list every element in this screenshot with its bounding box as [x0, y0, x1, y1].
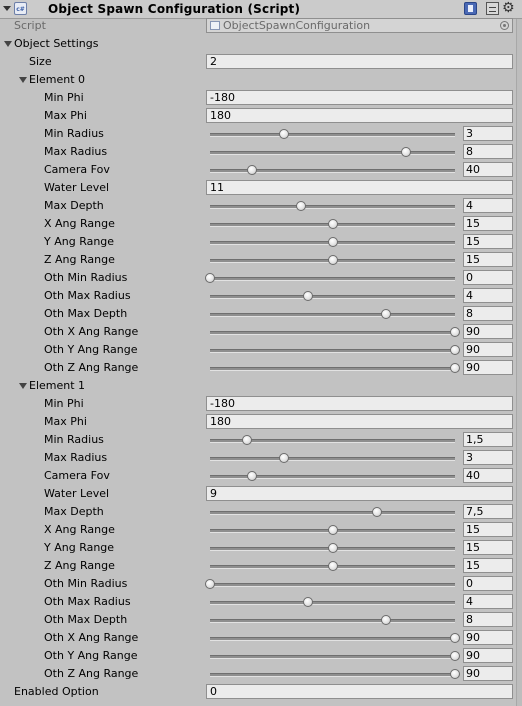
field-label: Oth Max Depth: [44, 613, 128, 626]
oth-min-radius-slider-track[interactable]: [210, 277, 455, 281]
row-oth-min-radius: [0, 269, 522, 287]
oth-max-depth-slider-thumb[interactable]: [381, 309, 391, 319]
field-label: X Ang Range: [44, 523, 115, 536]
row-y-ang-range: [0, 539, 522, 557]
row-min-phi: [0, 395, 522, 413]
row-oth-z-ang-range: [0, 359, 522, 377]
max-depth-value-input[interactable]: 4: [463, 198, 513, 213]
size-input[interactable]: 2: [206, 54, 513, 69]
field-label: X Ang Range: [44, 217, 115, 230]
component-title: Object Spawn Configuration (Script): [48, 2, 301, 16]
collapse-arrow-icon[interactable]: [2, 3, 12, 13]
field-label: Z Ang Range: [44, 253, 115, 266]
field-label: Camera Fov: [44, 163, 110, 176]
oth-x-ang-range-slider-thumb[interactable]: [450, 327, 460, 337]
row-x-ang-range: [0, 215, 522, 233]
field-label: Y Ang Range: [44, 541, 115, 554]
field-label: Oth Min Radius: [44, 271, 128, 284]
script-file-icon: [210, 21, 220, 30]
field-label: Oth Max Radius: [44, 595, 131, 608]
oth-max-radius-slider-track[interactable]: [210, 295, 455, 299]
field-label[interactable]: Object Settings: [14, 37, 99, 50]
row-z-ang-range: [0, 557, 522, 575]
field-label: Water Level: [44, 487, 110, 500]
field-label: Size: [29, 55, 52, 68]
min-radius-value-input[interactable]: 3: [463, 126, 513, 141]
oth-max-depth-slider-track[interactable]: [210, 619, 455, 623]
row-max-radius: [0, 449, 522, 467]
max-radius-slider-thumb[interactable]: [279, 453, 289, 463]
row-oth-max-depth: [0, 611, 522, 629]
row-max-phi: [0, 413, 522, 431]
y-ang-range-slider-thumb[interactable]: [328, 237, 338, 247]
oth-y-ang-range-slider-track[interactable]: [210, 349, 455, 353]
oth-max-radius-slider-track[interactable]: [210, 601, 455, 605]
oth-max-depth-slider-track[interactable]: [210, 313, 455, 317]
field-label: Water Level: [44, 181, 110, 194]
row-max-phi: [0, 107, 522, 125]
gear-icon[interactable]: ⚙: [502, 0, 515, 16]
field-label: Max Depth: [44, 199, 104, 212]
x-ang-range-slider-thumb[interactable]: [328, 219, 338, 229]
oth-max-depth-value-input[interactable]: 8: [463, 306, 513, 321]
oth-y-ang-range-slider-thumb[interactable]: [450, 345, 460, 355]
field-label: Max Radius: [44, 451, 108, 464]
preset-icon[interactable]: [486, 2, 499, 15]
oth-max-depth-value-input[interactable]: 8: [463, 612, 513, 627]
oth-y-ang-range-slider-track[interactable]: [210, 655, 455, 659]
oth-max-radius-value-input[interactable]: 4: [463, 594, 513, 609]
field-label: Oth Y Ang Range: [44, 343, 138, 356]
foldout-arrow-icon[interactable]: [4, 41, 12, 47]
max-radius-slider-thumb[interactable]: [401, 147, 411, 157]
camera-fov-slider-thumb[interactable]: [247, 165, 257, 175]
oth-max-radius-slider-thumb[interactable]: [303, 291, 313, 301]
max-radius-value-input[interactable]: 8: [463, 144, 513, 159]
row-oth-y-ang-range: [0, 647, 522, 665]
row-oth-min-radius: [0, 575, 522, 593]
water-level-input[interactable]: 11: [206, 180, 513, 195]
row-min-phi: [0, 89, 522, 107]
row-y-ang-range: [0, 233, 522, 251]
max-radius-value-input[interactable]: 3: [463, 450, 513, 465]
y-ang-range-value-input[interactable]: 15: [463, 540, 513, 555]
row-camera-fov: [0, 467, 522, 485]
field-label: Oth X Ang Range: [44, 325, 139, 338]
min-phi-input[interactable]: -180: [206, 90, 513, 105]
z-ang-range-value-input[interactable]: 15: [463, 558, 513, 573]
oth-z-ang-range-slider-thumb[interactable]: [450, 363, 460, 373]
row-oth-max-radius: [0, 593, 522, 611]
enabled-option-input[interactable]: 0: [206, 684, 513, 699]
row-water-level: [0, 485, 522, 503]
row-max-depth: [0, 197, 522, 215]
row-max-depth: [0, 503, 522, 521]
script-object-field[interactable]: [206, 18, 513, 33]
camera-fov-value-input[interactable]: 40: [463, 162, 513, 177]
oth-min-radius-slider-thumb[interactable]: [205, 273, 215, 283]
field-label: Max Depth: [44, 505, 104, 518]
help-book-icon[interactable]: [464, 2, 477, 15]
field-label: Min Radius: [44, 433, 104, 446]
row-oth-z-ang-range: [0, 665, 522, 683]
row-oth-y-ang-range: [0, 341, 522, 359]
field-label[interactable]: Element 0: [29, 73, 86, 86]
oth-z-ang-range-slider-track[interactable]: [210, 673, 455, 677]
oth-min-radius-value-input[interactable]: 0: [463, 270, 513, 285]
field-label: Y Ang Range: [44, 235, 115, 248]
oth-y-ang-range-slider-thumb[interactable]: [450, 651, 460, 661]
oth-min-radius-value-input[interactable]: 0: [463, 576, 513, 591]
oth-min-radius-slider-thumb[interactable]: [205, 579, 215, 589]
y-ang-range-slider-thumb[interactable]: [328, 543, 338, 553]
max-phi-input[interactable]: 180: [206, 108, 513, 123]
row-oth-max-depth: [0, 305, 522, 323]
row-enabled-option: [0, 683, 522, 701]
row-element-0[interactable]: [0, 71, 522, 89]
field-label: Oth Y Ang Range: [44, 649, 138, 662]
oth-z-ang-range-slider-thumb[interactable]: [450, 669, 460, 679]
field-label[interactable]: Element 1: [29, 379, 86, 392]
oth-y-ang-range-value-input[interactable]: 90: [463, 648, 513, 663]
field-label: Max Phi: [44, 109, 87, 122]
script-object-name: ObjectSpawnConfiguration: [223, 19, 371, 32]
oth-x-ang-range-value-input[interactable]: 90: [463, 630, 513, 645]
field-label: Camera Fov: [44, 469, 110, 482]
row-oth-x-ang-range: [0, 629, 522, 647]
max-depth-value-input[interactable]: 7,5: [463, 504, 513, 519]
field-label: Oth Min Radius: [44, 577, 128, 590]
x-ang-range-slider-thumb[interactable]: [328, 525, 338, 535]
field-label: Script: [14, 19, 46, 32]
oth-x-ang-range-value-input[interactable]: 90: [463, 324, 513, 339]
field-label: Min Phi: [44, 397, 84, 410]
oth-x-ang-range-slider-track[interactable]: [210, 331, 455, 335]
max-depth-slider-track[interactable]: [210, 511, 455, 515]
field-label: Min Radius: [44, 127, 104, 140]
field-label: Oth Z Ang Range: [44, 667, 139, 680]
x-ang-range-value-input[interactable]: 15: [463, 522, 513, 537]
oth-max-radius-slider-thumb[interactable]: [303, 597, 313, 607]
foldout-arrow-icon[interactable]: [19, 77, 27, 83]
y-ang-range-value-input[interactable]: 15: [463, 234, 513, 249]
camera-fov-slider-thumb[interactable]: [247, 471, 257, 481]
min-radius-slider-track[interactable]: [210, 133, 455, 137]
inspector-scrollbar[interactable]: [516, 19, 522, 706]
oth-y-ang-range-value-input[interactable]: 90: [463, 342, 513, 357]
x-ang-range-value-input[interactable]: 15: [463, 216, 513, 231]
oth-max-depth-slider-thumb[interactable]: [381, 615, 391, 625]
oth-min-radius-slider-track[interactable]: [210, 583, 455, 587]
row-size: [0, 53, 522, 71]
field-label: Enabled Option: [14, 685, 99, 698]
min-radius-slider-thumb[interactable]: [279, 129, 289, 139]
row-max-radius: [0, 143, 522, 161]
field-label: Oth Max Depth: [44, 307, 128, 320]
max-depth-slider-track[interactable]: [210, 205, 455, 209]
row-z-ang-range: [0, 251, 522, 269]
water-level-input[interactable]: 9: [206, 486, 513, 501]
foldout-arrow-icon[interactable]: [19, 383, 27, 389]
max-depth-slider-thumb[interactable]: [372, 507, 382, 517]
row-camera-fov: [0, 161, 522, 179]
field-label: Max Phi: [44, 415, 87, 428]
max-radius-slider-track[interactable]: [210, 151, 455, 155]
row-script: [0, 17, 522, 35]
row-min-radius: [0, 125, 522, 143]
row-element-1[interactable]: [0, 377, 522, 395]
row-water-level: [0, 179, 522, 197]
row-oth-max-radius: [0, 287, 522, 305]
field-label: Z Ang Range: [44, 559, 115, 572]
field-label: Oth Z Ang Range: [44, 361, 139, 374]
field-label: Oth X Ang Range: [44, 631, 139, 644]
csharp-script-icon: c#: [14, 2, 27, 15]
oth-x-ang-range-slider-thumb[interactable]: [450, 633, 460, 643]
min-radius-value-input[interactable]: 1,5: [463, 432, 513, 447]
row-object-settings[interactable]: [0, 35, 522, 53]
min-radius-slider-thumb[interactable]: [242, 435, 252, 445]
max-radius-slider-track[interactable]: [210, 457, 455, 461]
z-ang-range-value-input[interactable]: 15: [463, 252, 513, 267]
field-label: Oth Max Radius: [44, 289, 131, 302]
oth-z-ang-range-value-input[interactable]: 90: [463, 360, 513, 375]
max-phi-input[interactable]: 180: [206, 414, 513, 429]
oth-z-ang-range-value-input[interactable]: 90: [463, 666, 513, 681]
oth-z-ang-range-slider-track[interactable]: [210, 367, 455, 371]
object-picker-icon[interactable]: [500, 21, 509, 30]
row-min-radius: [0, 431, 522, 449]
oth-x-ang-range-slider-track[interactable]: [210, 637, 455, 641]
min-phi-input[interactable]: -180: [206, 396, 513, 411]
camera-fov-value-input[interactable]: 40: [463, 468, 513, 483]
max-depth-slider-thumb[interactable]: [296, 201, 306, 211]
oth-max-radius-value-input[interactable]: 4: [463, 288, 513, 303]
z-ang-range-slider-thumb[interactable]: [328, 255, 338, 265]
field-label: Max Radius: [44, 145, 108, 158]
row-oth-x-ang-range: [0, 323, 522, 341]
row-x-ang-range: [0, 521, 522, 539]
z-ang-range-slider-thumb[interactable]: [328, 561, 338, 571]
field-label: Min Phi: [44, 91, 84, 104]
